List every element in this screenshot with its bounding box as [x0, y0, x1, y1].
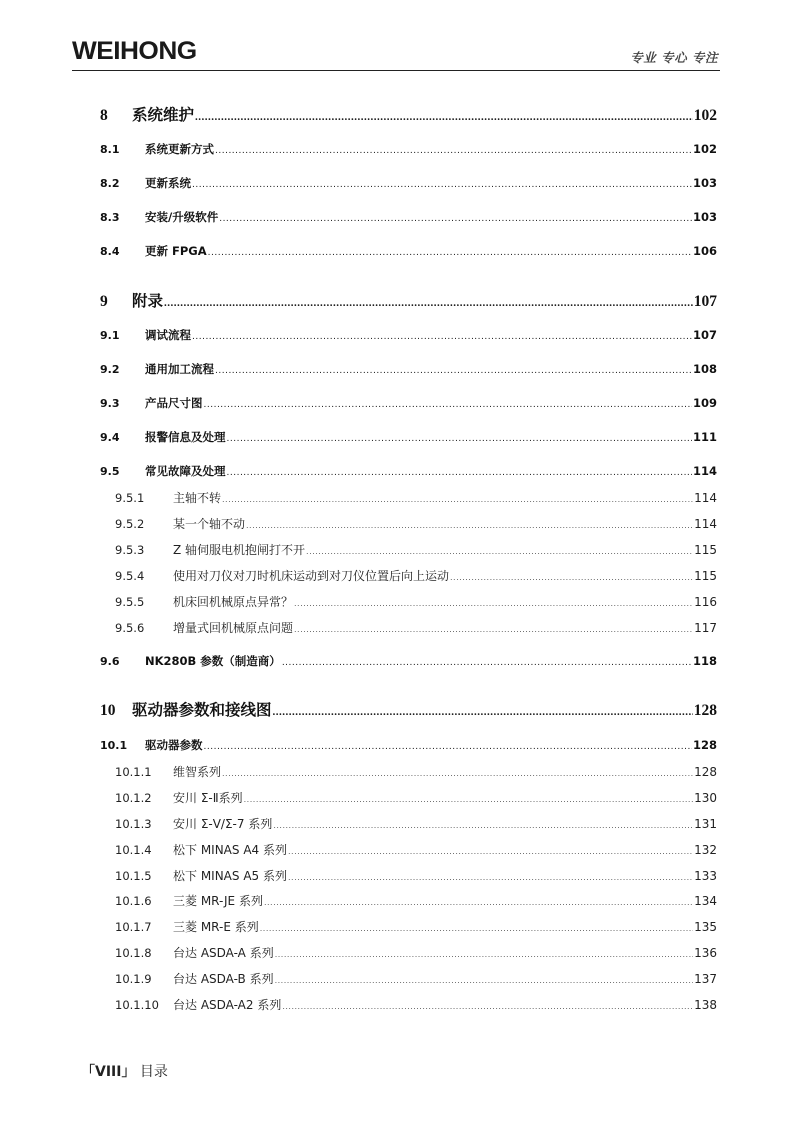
toc-leader-dots — [164, 297, 693, 309]
toc-entry-level3[interactable] — [100, 867, 717, 883]
toc-entry-number: 10.1.3 — [115, 817, 152, 831]
toc-entry-page: 103 — [692, 210, 717, 224]
toc-entry-page: 102 — [693, 107, 717, 124]
toc-entry-level2[interactable] — [100, 653, 717, 669]
toc-entry-level2[interactable] — [100, 327, 717, 343]
toc-entry-title: 台达 ASDA-A 系列 — [173, 946, 274, 960]
toc-leader-dots — [282, 658, 692, 668]
footer-section: 目录 — [139, 1064, 168, 1080]
page-header — [72, 36, 720, 71]
toc-leader-dots — [275, 950, 693, 959]
toc-entry-title: NK280B 参数（制造商） — [145, 654, 281, 668]
toc-entry-number: 10.1.6 — [115, 894, 152, 908]
toc-entry-number: 8.4 — [100, 245, 120, 258]
toc-entry-page: 118 — [692, 654, 717, 668]
toc-entry-level3[interactable] — [100, 815, 717, 831]
toc-leader-dots — [294, 625, 693, 634]
toc-entry-title: 维智系列 — [173, 765, 222, 779]
toc-leader-dots — [246, 521, 693, 530]
toc-entry-title: Z 轴伺服电机抱闸打不开 — [173, 543, 306, 557]
toc-leader-dots — [222, 769, 693, 778]
toc-entry-number: 9.3 — [100, 397, 120, 410]
toc-entry-level2[interactable] — [100, 463, 717, 479]
toc-entry-level3[interactable] — [100, 841, 717, 857]
toc-entry-page: 136 — [694, 946, 717, 960]
toc-entry-level2[interactable] — [100, 737, 717, 753]
toc-entry-title: 增量式回机械原点问题 — [173, 621, 294, 635]
toc-entry-page: 107 — [692, 328, 717, 342]
toc-entry-number: 10.1.10 — [115, 998, 159, 1012]
toc-entry-number: 10.1.2 — [115, 791, 152, 805]
toc-entry-title: 通用加工流程 — [145, 362, 214, 376]
toc-leader-dots — [260, 924, 693, 933]
toc-entry-title: 常见故障及处理 — [145, 464, 226, 478]
toc-entry-title: 某一个轴不动 — [173, 517, 246, 531]
toc-entry-title: 更新系统 — [145, 176, 191, 190]
toc-entry-number: 8.3 — [100, 211, 120, 224]
toc-entry-number: 9.5 — [100, 465, 120, 478]
toc-entry-level1[interactable] — [100, 698, 717, 718]
toc-entry-title: 松下 MINAS A4 系列 — [173, 843, 287, 857]
toc-entry-title: 附录 — [132, 293, 164, 310]
toc-entry-number: 9.1 — [100, 329, 120, 342]
toc-entry-level3[interactable] — [100, 918, 717, 934]
toc-leader-dots — [219, 214, 692, 224]
toc-entry-title: 系统维护 — [132, 107, 195, 124]
toc-entry-title: 台达 ASDA-A2 系列 — [173, 998, 282, 1012]
toc-entry-title: 主轴不转 — [173, 491, 222, 505]
toc-leader-dots — [222, 495, 693, 504]
toc-entry-number: 10.1.1 — [115, 765, 152, 779]
toc-leader-dots — [215, 146, 692, 156]
toc-entry-title: 台达 ASDA-B 系列 — [173, 972, 274, 986]
toc-entry-page: 106 — [692, 244, 717, 258]
toc-leader-dots — [275, 976, 694, 985]
toc-entry-level3[interactable] — [100, 541, 717, 557]
toc-entry-title: 驱动器参数和接线图 — [132, 702, 272, 719]
toc-entry-title: 产品尺寸图 — [145, 396, 203, 410]
toc-entry-page: 128 — [692, 738, 717, 752]
toc-leader-dots — [273, 821, 693, 830]
toc-entry-level2[interactable] — [100, 429, 717, 445]
toc-entry-number: 10.1.7 — [115, 920, 152, 934]
toc-entry-page: 116 — [694, 595, 717, 609]
toc-entry-page: 114 — [694, 517, 717, 531]
toc-leader-dots — [288, 873, 693, 882]
toc-entry-number: 8.2 — [100, 177, 120, 190]
footer-page-number: 「VIII」 — [81, 1064, 136, 1080]
toc-leader-dots — [192, 332, 692, 342]
toc-entry-number: 9.5.5 — [115, 595, 145, 609]
toc-entry-level2[interactable] — [100, 361, 717, 377]
toc-entry-level3[interactable] — [100, 789, 717, 805]
toc-entry-level3[interactable] — [100, 593, 717, 609]
toc-leader-dots — [195, 111, 693, 123]
toc-entry-level2[interactable] — [100, 243, 717, 259]
toc-entry-number: 9.2 — [100, 363, 120, 376]
toc-entry-number: 9.5.2 — [115, 517, 145, 531]
toc-leader-dots — [450, 573, 693, 582]
toc-entry-title: 报警信息及处理 — [145, 430, 226, 444]
toc-leader-dots — [264, 898, 693, 907]
toc-entry-level2[interactable] — [100, 175, 717, 191]
toc-entry-level3[interactable] — [100, 892, 717, 908]
toc-entry-page: 133 — [694, 869, 717, 883]
toc-entry-number: 9.6 — [100, 655, 120, 668]
toc-leader-dots — [192, 180, 692, 190]
toc-entry-level3[interactable] — [100, 970, 717, 986]
toc-entry-number: 10.1.4 — [115, 843, 152, 857]
toc-entry-page: 108 — [692, 362, 717, 376]
toc-entry-page: 111 — [692, 430, 717, 444]
toc-entry-page: 137 — [694, 972, 717, 986]
toc-leader-dots — [282, 1002, 693, 1011]
toc-entry-page: 135 — [694, 920, 717, 934]
toc-entry-title: 松下 MINAS A5 系列 — [173, 869, 287, 883]
toc-entry-number: 10 — [100, 702, 116, 719]
logo-text: WEIHONG — [72, 36, 197, 65]
toc-entry-page: 115 — [694, 569, 717, 583]
toc-entry-level3[interactable] — [100, 944, 717, 960]
toc-entry-number: 9.5.1 — [115, 491, 145, 505]
toc-leader-dots — [306, 547, 693, 556]
toc-entry-level3[interactable] — [100, 567, 717, 583]
toc-entry-page: 117 — [694, 621, 717, 635]
toc-entry-page: 130 — [694, 791, 717, 805]
toc-entry-page: 115 — [694, 543, 717, 557]
toc-entry-level1[interactable] — [100, 103, 717, 123]
toc-entry-number: 9.5.3 — [115, 543, 145, 557]
toc-leader-dots — [208, 248, 692, 258]
toc-entry-page: 114 — [692, 464, 717, 478]
toc-entry-page: 138 — [694, 998, 717, 1012]
toc-entry-number: 9 — [100, 293, 108, 310]
toc-leader-dots — [204, 742, 692, 752]
toc-leader-dots — [273, 706, 693, 718]
toc-entry-number: 10.1.9 — [115, 972, 152, 986]
toc-entry-title: 三菱 MR-JE 系列 — [173, 894, 263, 908]
toc-entry-title: 三菱 MR-E 系列 — [173, 920, 259, 934]
toc-entry-page: 128 — [693, 702, 717, 719]
toc-entry-level3[interactable] — [100, 619, 717, 635]
toc-leader-dots — [288, 847, 693, 856]
toc-entry-page: 103 — [692, 176, 717, 190]
toc-leader-dots — [227, 434, 692, 444]
toc-entry-level3[interactable] — [100, 996, 717, 1012]
toc-entry-number: 10.1 — [100, 739, 128, 752]
toc-entry-title: 系统更新方式 — [145, 142, 214, 156]
header-slogan: 专业 专心 专注 — [630, 50, 718, 65]
toc-entry-number: 9.4 — [100, 431, 120, 444]
toc-entry-page: 128 — [694, 765, 717, 779]
toc-entry-title: 驱动器参数 — [145, 738, 203, 752]
toc-entry-page: 102 — [692, 142, 717, 156]
toc-entry-number: 9.5.6 — [115, 621, 145, 635]
toc-entry-page: 109 — [692, 396, 717, 410]
toc-entry-level3[interactable] — [100, 763, 717, 779]
toc-entry-title: 安装/升级软件 — [145, 210, 219, 224]
toc-entry-title: 使用对刀仪对刀时机床运动到对刀仪位置后向上运动 — [173, 569, 450, 583]
toc-entry-level2[interactable] — [100, 141, 717, 157]
toc-entry-level2[interactable] — [100, 209, 717, 225]
toc-entry-number: 10.1.8 — [115, 946, 152, 960]
toc-leader-dots — [244, 795, 693, 804]
toc-entry-number: 10.1.5 — [115, 869, 152, 883]
toc-leader-dots — [215, 366, 692, 376]
toc-entry-level1[interactable] — [100, 289, 717, 309]
toc-leader-dots — [227, 468, 692, 478]
toc-entry-title: 机床回机械原点异常？ — [173, 595, 294, 609]
toc-entry-level2[interactable] — [100, 395, 717, 411]
toc-entry-title: 更新 FPGA — [145, 244, 207, 258]
toc-entry-page: 114 — [694, 491, 717, 505]
toc-entry-page: 131 — [694, 817, 717, 831]
toc-entry-number: 8 — [100, 107, 108, 124]
toc-leader-dots — [204, 400, 692, 410]
toc-entry-page: 107 — [693, 293, 717, 310]
toc-entry-title: 调试流程 — [145, 328, 191, 342]
toc-entry-title: 安川 Σ-Ⅱ系列 — [173, 791, 243, 805]
toc-entry-level3[interactable] — [100, 515, 717, 531]
toc-entry-page: 134 — [694, 894, 717, 908]
toc-leader-dots — [294, 599, 693, 608]
toc-entry-page: 132 — [694, 843, 717, 857]
company-logo — [72, 36, 197, 66]
page-footer — [81, 1061, 168, 1081]
toc-entry-level3[interactable] — [100, 489, 717, 505]
toc-entry-number: 8.1 — [100, 143, 120, 156]
toc-entry-title: 安川 Σ-Ⅴ/Σ-7 系列 — [173, 817, 273, 831]
toc-entry-number: 9.5.4 — [115, 569, 145, 583]
